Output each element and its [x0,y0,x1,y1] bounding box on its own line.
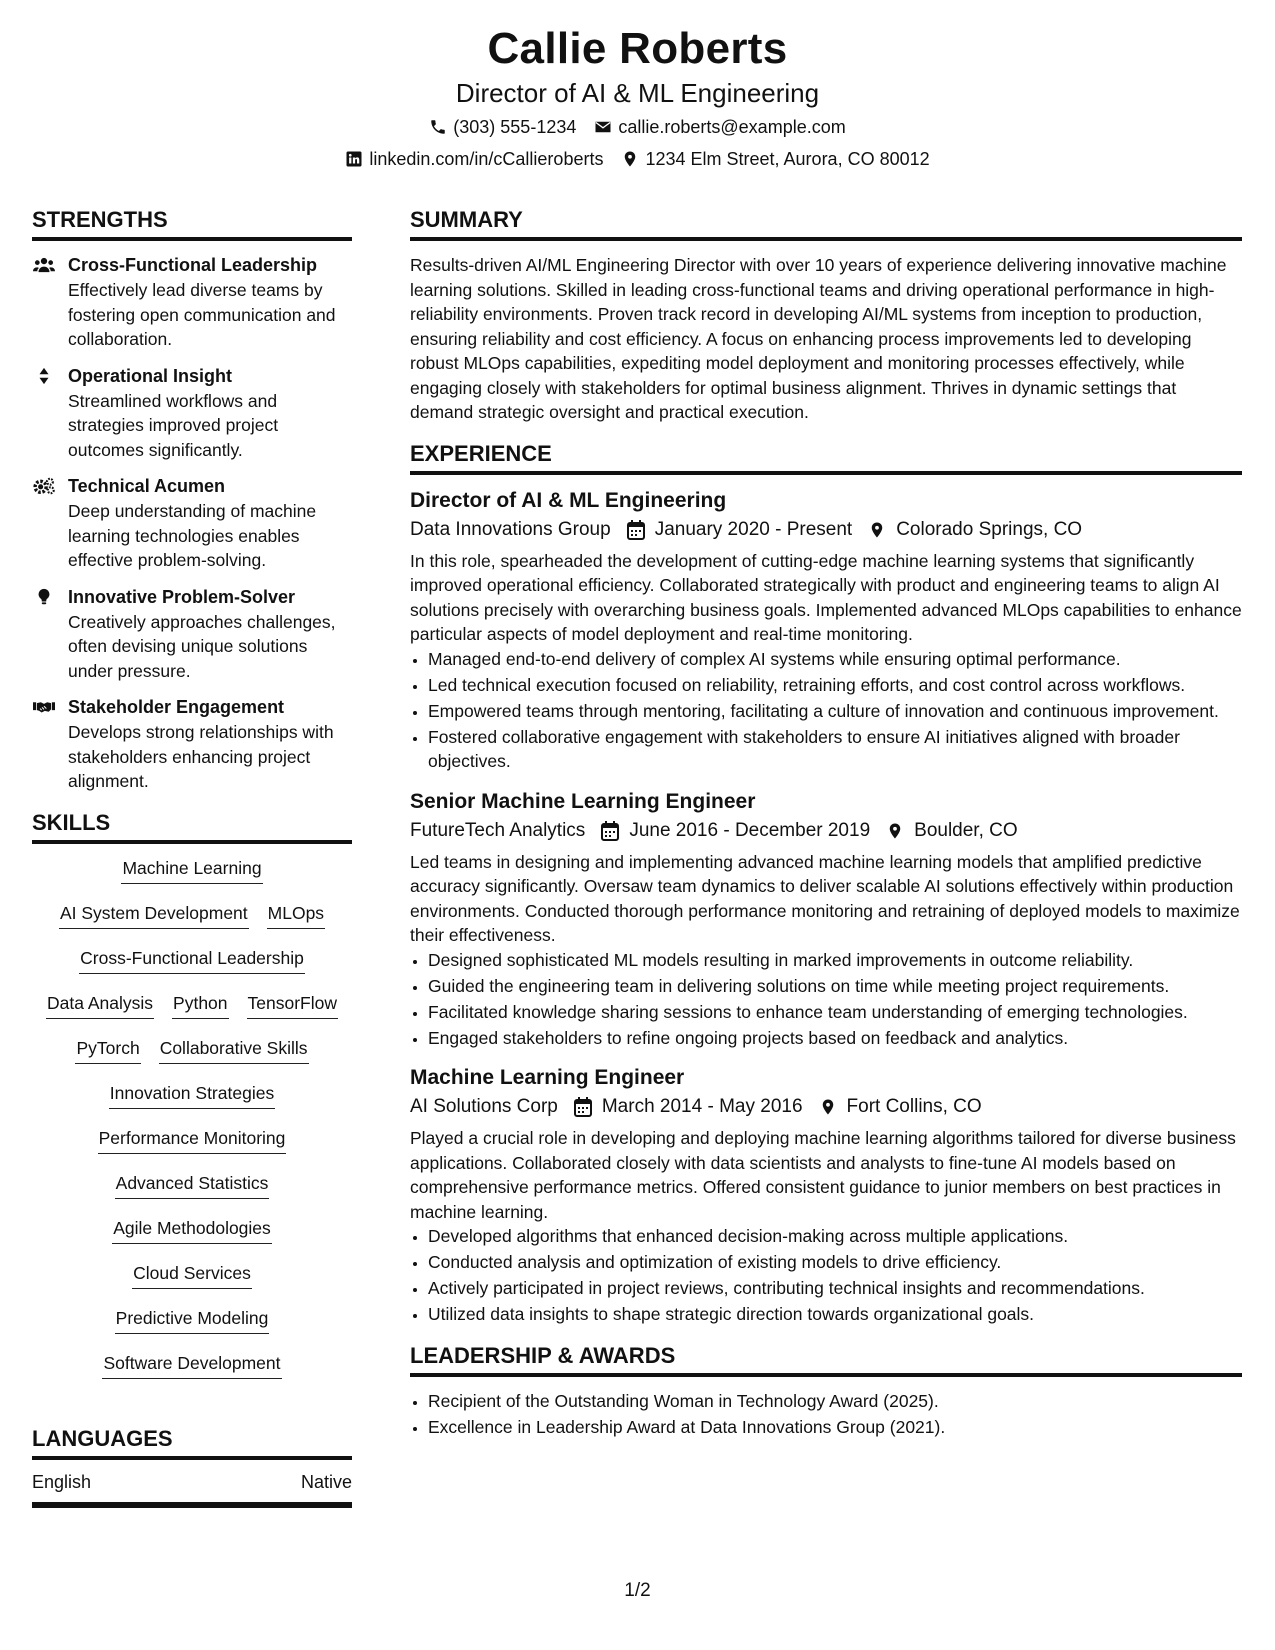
contact-row-1 [0,112,1275,142]
skill-tag: Cross-Functional Leadership [79,946,305,974]
phone-icon [429,118,447,136]
job-entry [410,788,1242,1051]
skill-tag: Performance Monitoring [98,1126,287,1154]
strength-desc: Streamlined workflows and strategies improved project outcomes significantly. [68,390,279,460]
users-icon [33,256,55,274]
job-dates: March 2014 - May 2016 [601,1096,803,1117]
job-location: Boulder, CO [914,819,1018,841]
job-location: Fort Collins, CO [846,1096,982,1117]
skill-tag: Agile Methodologies [112,1216,272,1244]
contact-row-2 [0,144,1275,174]
job-meta [410,1092,1242,1122]
strength-desc: Deep understanding of machine learning technologies enables effective problem-solving. [68,501,317,570]
job-bullet: • Led technical execution focused on reliability, retraining efforts, and cost control across workflows. [428,673,1242,698]
skill-tag: Machine Learning [121,856,262,884]
strength-item [32,695,352,794]
job-bullet: • Developed algorithms that enhanced decision-making across multiple applications. [428,1224,1242,1249]
strength-desc: Effectively lead diverse teams by fostering open communication and collaboration. [68,280,336,349]
skill-tag: Software Development [102,1351,281,1379]
languages-heading: LANGUAGES [32,1424,352,1460]
handshake-icon [33,698,55,716]
candidate-title: Director of AI & ML Engineering [455,78,820,108]
left-column [32,205,352,1508]
linkedin-text: linkedin.com/in/cCallieroberts [369,149,604,169]
strength-item [32,364,352,463]
job-meta [410,816,1242,846]
language-name: English [32,1471,92,1492]
phone-text: (303) 555-1234 [453,117,577,137]
skills-list [32,856,352,1396]
skill-tag: PyTorch [75,1036,140,1064]
right-column [410,205,1242,1441]
page-number: 1/2 [624,1580,651,1601]
job-bullet: • Utilized data insights to shape strategic direction towards organizational goals. [428,1302,1242,1327]
strengths-heading: STRENGTHS [32,205,352,241]
award-item: • Recipient of the Outstanding Woman in Technology Award (2025). [428,1389,1242,1414]
skill-tag: AI System Development [59,901,249,929]
strength-title: Technical Acumen [68,476,226,496]
strength-item [32,474,352,573]
phone-contact[interactable] [429,112,576,142]
map-pin-icon [819,1097,837,1117]
job-company: Data Innovations Group [410,518,611,540]
awards-heading: LEADERSHIP & AWARDS [410,1341,1242,1377]
skill-tag: MLOps [267,901,325,929]
job-bullet: • Conducted analysis and optimization of existing models to drive efficiency. [428,1250,1242,1275]
job-bullet: • Fostered collaborative engagement with stakeholders to ensure AI initiatives aligned with broader objectives. [428,725,1242,774]
linkedin-contact[interactable] [345,144,603,174]
skill-tag: Cloud Services [132,1261,252,1289]
job-bullet: • Designed sophisticated ML models resulting in marked improvements in outcome reliability. [428,948,1242,973]
strength-title: Cross-Functional Leadership [68,255,318,275]
job-description: Led teams in designing and implementing advanced machine learning models that amplified predictive accuracy significantly. Oversaw team dynamics to deliver scalable AI solutions effectively within production environments. Conducted thorough performance monitoring and retraining of deployed models to maximize their effectiveness. [410,851,1240,945]
job-entry [410,1064,1242,1327]
resume-header [0,22,1275,174]
job-bullets [410,647,1242,774]
job-location: Colorado Springs, CO [896,518,1083,540]
job-bullets [410,948,1242,1051]
job-description: In this role, spearheaded the development of cutting-edge machine learning systems that significantly improved operational efficiency. Collaborated strategically with product and engineering teams to align AI solutions precisely with overarching business goals. Implemented advanced MLOps capabilities to enhance particular aspects of model deployment and real-time monitoring. [410,550,1242,644]
skill-tag: Predictive Modeling [115,1306,270,1334]
job-bullet: • Facilitated knowledge sharing sessions to enhance team understanding of emerging technologies. [428,1000,1242,1025]
awards-list [410,1389,1242,1440]
email-contact[interactable] [594,112,845,142]
lightbulb-icon [33,588,55,606]
job-bullet: • Actively participated in project reviews, contributing technical insights and recommendations. [428,1276,1242,1301]
gears-icon [33,477,55,495]
calendar-icon [601,821,619,841]
calendar-icon [627,520,645,540]
skill-tag: Data Analysis [46,991,154,1019]
job-meta [410,515,1242,545]
strength-item [32,253,352,352]
job-title: Senior Machine Learning Engineer [410,789,756,813]
experience-heading: EXPERIENCE [410,439,1242,475]
job-title: Director of AI & ML Engineering [410,488,727,512]
job-bullet: • Engaged stakeholders to refine ongoing projects based on feedback and analytics. [428,1026,1242,1051]
job-dates: January 2020 - Present [654,518,853,540]
job-company: AI Solutions Corp [410,1096,558,1117]
strength-title: Operational Insight [68,365,233,386]
skill-tag: Python [172,991,228,1019]
strength-title: Stakeholder Engagement [68,697,285,717]
strength-desc: Creatively approaches challenges, often devising unique solutions under pressure. [68,611,336,681]
skills-heading: SKILLS [32,808,352,844]
skill-tag: Innovation Strategies [109,1081,275,1109]
calendar-icon [574,1097,592,1117]
language-item [32,1460,352,1508]
map-pin-icon [621,150,639,168]
job-company: FutureTech Analytics [410,819,586,841]
language-level: Native [300,1471,352,1492]
summary-text: Results-driven AI/ML Engineering Director with over 10 years of experience delivering innovative machine learning solutions. Skilled in leading cross-functional teams and driving operational performance in high-reliability environments. Proven track record in developing AI/ML systems from inception to production, ensuring reliability and cost efficiency. A focus on enhancing process improvements led to developing robust MLOps capabilities, expediting model deployment and monitoring processes effectively, while engaging closely with stakeholders for optimal business alignment. Thrives in dynamic settings that demand strategic oversight and practical execution. [410,255,1227,422]
address-text: 1234 Elm Street, Aurora, CO 80012 [645,149,930,169]
job-entry [410,487,1242,774]
job-title: Machine Learning Engineer [410,1066,685,1089]
award-item: • Excellence in Leadership Award at Data Innovations Group (2021). [428,1415,1242,1440]
job-dates: June 2016 - December 2019 [629,819,871,841]
email-text: callie.roberts@example.com [618,117,846,137]
job-bullet: • Guided the engineering team in delivering solutions on time while meeting project requirements. [428,974,1242,999]
strength-title: Innovative Problem-Solver [68,586,296,607]
job-bullet: • Empowered teams through mentoring, facilitating a culture of innovation and continuous improvement. [428,699,1242,724]
job-bullet: • Managed end-to-end delivery of complex AI systems while ensuring optimal performance. [428,647,1242,672]
address-contact [621,144,929,174]
job-description: Played a crucial role in developing and deploying machine learning algorithms tailored for diverse business applications. Collaborated closely with data scientists and analysts to fine-tune AI models based on comprehensive performance metrics. Offered consistent guidance to junior members on best practices in machine learning. [410,1128,1236,1222]
map-pin-icon [886,821,904,841]
candidate-name: Callie Roberts [487,24,788,73]
linkedin-icon [345,150,363,168]
skill-tag: TensorFlow [247,991,338,1019]
envelope-icon [594,118,612,136]
sort-icon [33,367,55,385]
strength-desc: Develops strong relationships with stakeholders enhancing project alignment. [68,722,334,791]
strength-item [32,585,352,684]
skill-tag: Collaborative Skills [159,1036,309,1064]
job-bullets [410,1224,1242,1327]
map-pin-icon [868,520,886,540]
skill-tag: Advanced Statistics [115,1171,270,1199]
summary-heading: SUMMARY [410,205,1242,241]
